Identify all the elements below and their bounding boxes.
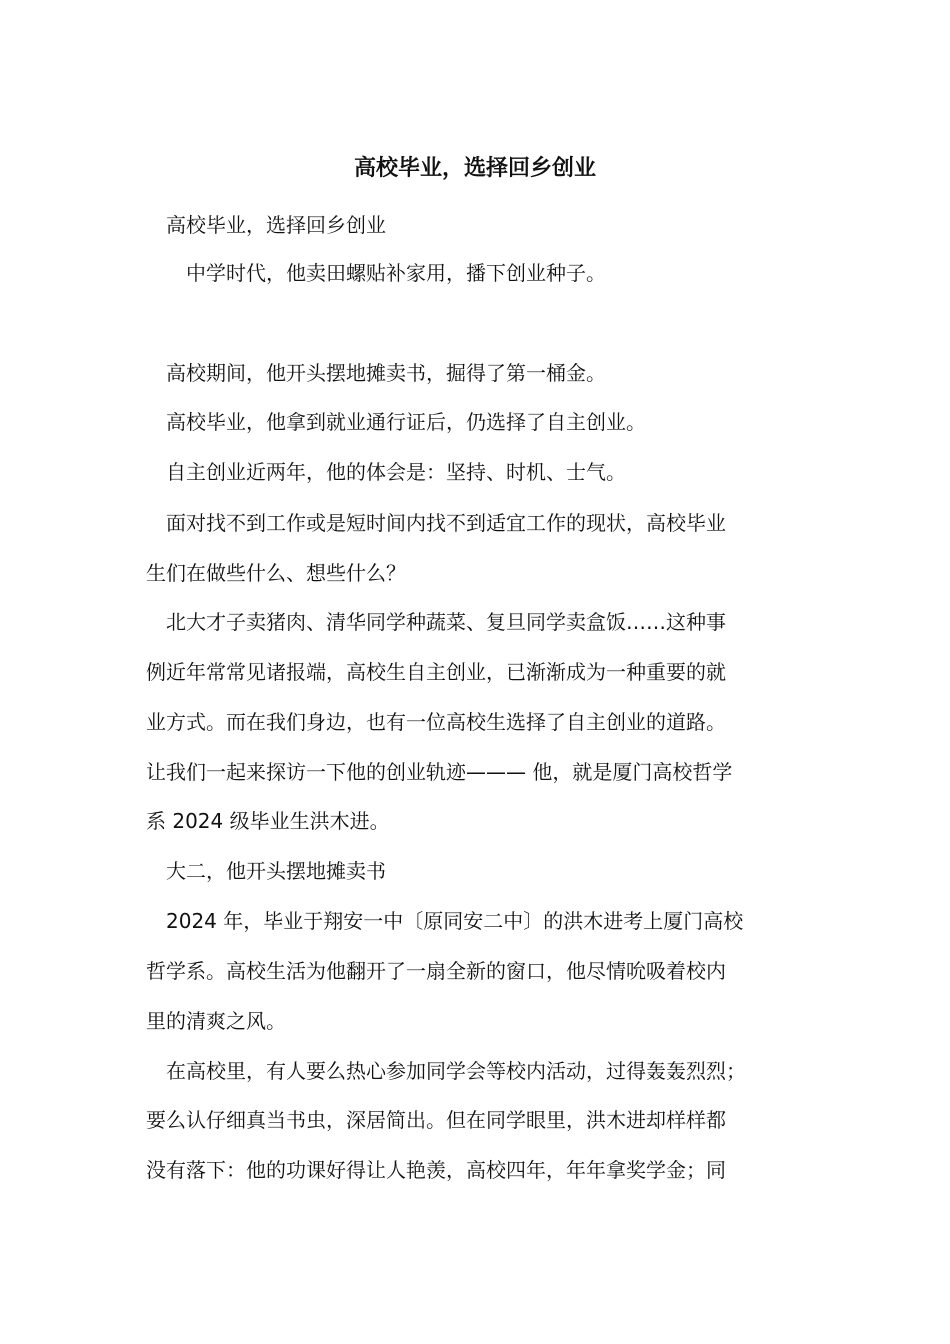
text-line: 在高校里，有人要么热心参加同学会等校内活动，过得轰轰烈烈； xyxy=(146,1059,746,1083)
text-line: 要么认仔细真当书虫，深居简出。但在同学眼里，洪木进却样样都 xyxy=(146,1108,726,1132)
text-line: 哲学系。高校生活为他翻开了一扇全新的窗口，他尽情吮吸着校内 xyxy=(146,959,726,983)
text-line: 没有落下：他的功课好得让人艳羡，高校四年，年年拿奖学金；同 xyxy=(146,1158,726,1182)
text-line: 业方式。而在我们身边，也有一位高校生选择了自主创业的道路。 xyxy=(146,710,726,734)
text-line: 高校期间，他开头摆地摊卖书，掘得了第一桶金。 xyxy=(146,361,606,385)
text-line: 高校毕业，选择回乡创业 xyxy=(146,213,386,237)
text-line: 让我们一起来探访一下他的创业轨迹——— 他，就是厦门高校哲学 xyxy=(146,760,733,784)
text-line: 2024 年，毕业于翔安一中〔原同安二中〕的洪木进考上厦门高校 xyxy=(146,909,744,933)
text-line: 大二，他开头摆地摊卖书 xyxy=(146,859,386,883)
text-line: 高校毕业，他拿到就业通行证后，仍选择了自主创业。 xyxy=(146,410,646,434)
text-line: 生们在做些什么、想些什么？ xyxy=(146,561,406,585)
text-line: 北大才子卖猪肉、清华同学种蔬菜、复旦同学卖盒饭……这种事 xyxy=(146,610,726,634)
document-title: 高校毕业，选择回乡创业 xyxy=(353,156,596,181)
text-line: 自主创业近两年，他的体会是：坚持、时机、士气。 xyxy=(146,460,626,484)
text-line: 中学时代，他卖田螺贴补家用，播下创业种子。 xyxy=(146,261,606,285)
text-line: 面对找不到工作或是短时间内找不到适宜工作的现状，高校毕业 xyxy=(146,511,726,535)
text-line: 系 2024 级毕业生洪木进。 xyxy=(146,809,390,833)
text-line: 里的清爽之风。 xyxy=(146,1009,286,1033)
text-line: 例近年常常见诸报端，高校生自主创业，已渐渐成为一种重要的就 xyxy=(146,660,726,684)
